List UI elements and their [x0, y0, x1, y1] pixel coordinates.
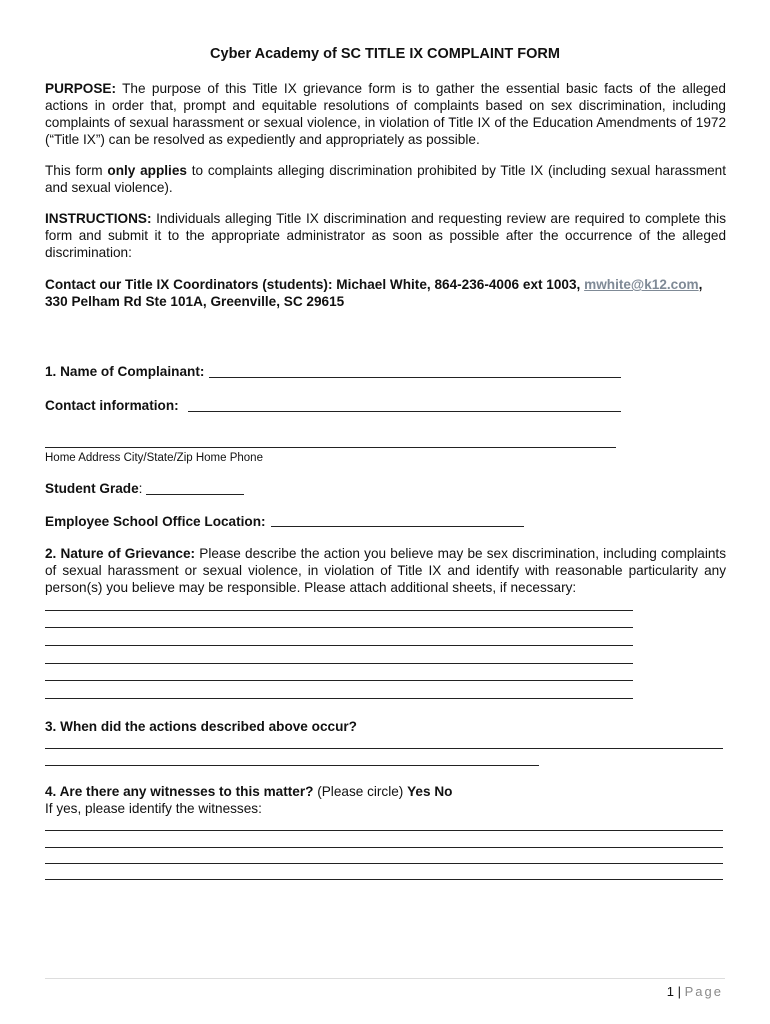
office-location-field[interactable] — [271, 526, 524, 527]
witness-followup: If yes, please identify the witnesses: — [45, 801, 262, 816]
when-question: 3. When did the actions described above occur? — [45, 719, 357, 734]
email-link[interactable]: mwhite@k12.com — [584, 277, 699, 292]
student-grade-label — [45, 480, 142, 497]
student-grade-field[interactable] — [146, 494, 244, 495]
when-line[interactable] — [45, 765, 539, 766]
complainant-name-label: 1. Name of Complainant: — [45, 364, 205, 379]
applies-post: to complaints alleging discrimination prohibited by Title IX (including sexual harassment and sexual violence). — [45, 163, 727, 195]
witness-question — [45, 783, 452, 800]
witness-label: 4. Are there any witnesses to this matter? — [45, 784, 314, 799]
witness-line[interactable] — [45, 830, 723, 831]
grievance-text: Please describe the action you believe may be sex discrimination, including complaints of sexual harassment or sexual violence, in violation of Title IX and identify with reasonable particularity any person(s) you believe may be responsible. Please attach additional sheets, if necessary: — [45, 546, 727, 595]
page-separator: | — [674, 984, 685, 999]
contact-info-label: Contact information: — [45, 398, 179, 413]
purpose-paragraph — [45, 80, 726, 148]
footer-divider — [45, 978, 725, 979]
contact-text: Contact our Title IX Coordinators (students): Michael White, 864-236-4006 ext 1003, — [45, 277, 585, 292]
purpose-label: PURPOSE: — [45, 81, 117, 96]
contact-info-field[interactable] — [188, 411, 621, 412]
page-number: 1 — [666, 984, 675, 999]
grievance-line[interactable] — [45, 610, 633, 611]
witness-line[interactable] — [45, 847, 723, 848]
applies-paragraph — [45, 162, 726, 196]
coordinator-contact — [45, 276, 726, 310]
page-word: Page — [684, 984, 723, 999]
complainant-name-field[interactable] — [209, 377, 621, 378]
grievance-line[interactable] — [45, 627, 633, 628]
grievance-line[interactable] — [45, 645, 633, 646]
instructions-label: INSTRUCTIONS: — [45, 211, 152, 226]
grievance-line[interactable] — [45, 663, 633, 664]
witness-line[interactable] — [45, 863, 723, 864]
contact-comma: , — [698, 277, 703, 292]
grade-colon: : — [138, 481, 143, 496]
grievance-label: 2. Nature of Grievance: — [45, 546, 196, 561]
grievance-question — [45, 545, 726, 596]
witness-line[interactable] — [45, 879, 723, 880]
witness-yes-no-options[interactable]: Yes No — [407, 784, 453, 799]
instructions-paragraph — [45, 210, 726, 261]
page-footer — [667, 983, 723, 1000]
address-line-field[interactable] — [45, 447, 616, 448]
office-location-label: Employee School Office Location: — [45, 514, 266, 529]
grade-label-text: Student Grade — [45, 481, 139, 496]
instructions-text: Individuals alleging Title IX discrimination and requesting review are required to complete this form and submit it to the appropriate administrator as soon as possible after the occurrence of the alleged discrimination: — [45, 211, 726, 260]
form-title: Cyber Academy of SC TITLE IX COMPLAINT FORM — [210, 46, 560, 62]
applies-pre: This form — [45, 163, 108, 178]
contact-address: 330 Pelham Rd Ste 101A, Greenville, SC 29615 — [45, 294, 345, 309]
grievance-line[interactable] — [45, 698, 633, 699]
applies-bold: only applies — [107, 163, 187, 178]
grievance-line[interactable] — [45, 680, 633, 681]
when-line[interactable] — [45, 748, 723, 749]
witness-circle-instruction: (Please circle) — [313, 784, 408, 799]
purpose-text: The purpose of this Title IX grievance form is to gather the essential basic facts of the alleged actions in order that, prompt and equitable resolutions of complaints based on sex discrimination, including complaints of sexual harassment or sexual violence, in violation of Title IX of the Education Amendments of 1972 (“Title IX”) can be resolved as expediently and appropriately as possible. — [45, 81, 726, 147]
address-caption: Home Address City/State/Zip Home Phone — [45, 452, 263, 464]
